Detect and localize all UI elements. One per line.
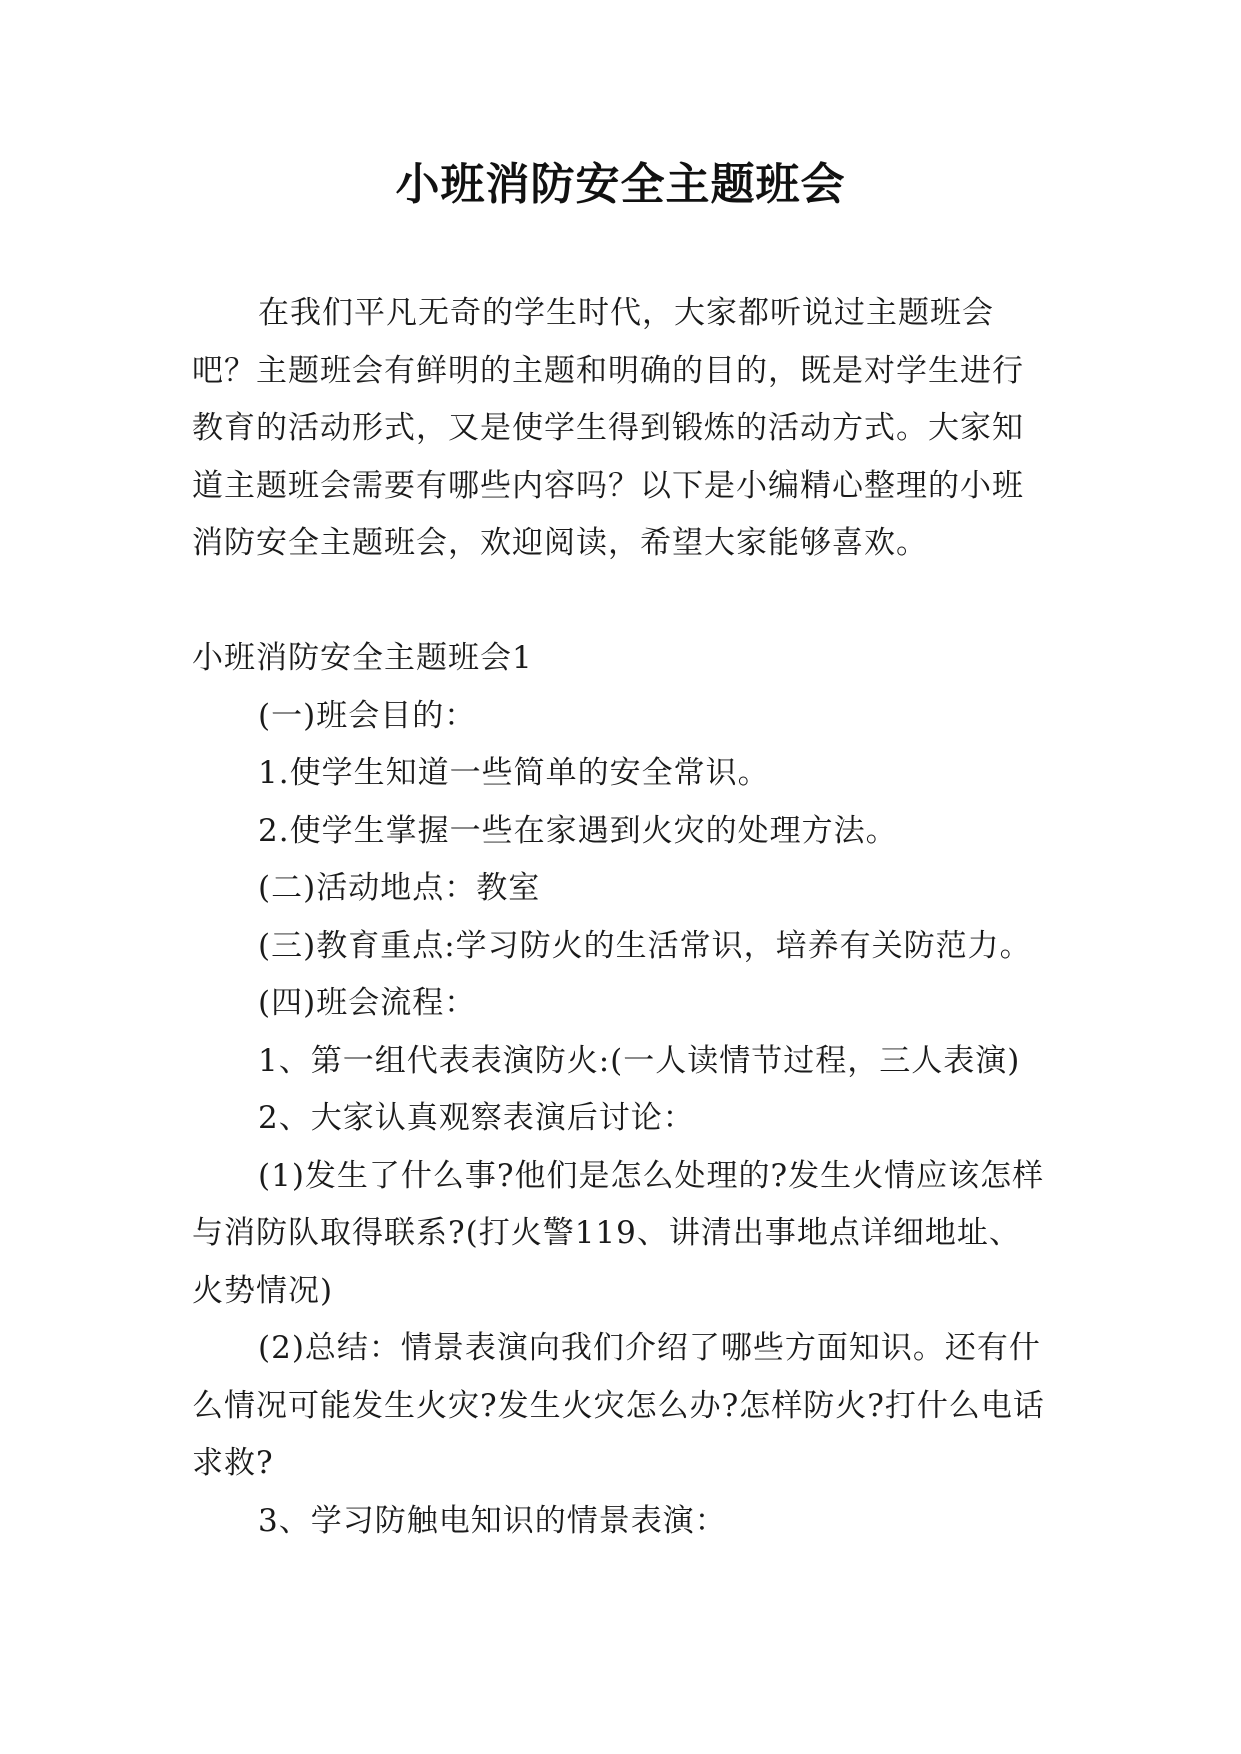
body-paragraph: 1.使学生知道一些简单的安全常识。 xyxy=(258,755,770,791)
intro-paragraph: 在我们平凡无奇的学生时代，大家都听说过主题班会吧？主题班会有鲜明的主题和明确的目的，既是对学生进行教育的活动形式，又是使学生得到锻炼的活动方式。大家知道主题班会需要有哪些内容吗？以下是小编精心整理的小班消防安全主题班会，欢迎阅读，希望大家能够喜欢。 xyxy=(192,295,1024,561)
body-paragraph: (四)班会流程： xyxy=(258,985,477,1021)
body-paragraph: 1、第一组代表表演防火:(一人读情节过程，三人表演) xyxy=(258,1042,1021,1079)
body-paragraph: (三)教育重点:学习防火的生活常识，培养有关防范力。 xyxy=(258,927,1032,964)
body-paragraph: 3、学习防触电知识的情景表演： xyxy=(258,1502,727,1539)
document-title: 小班消防安全主题班会 xyxy=(395,159,846,210)
body-paragraph: 2.使学生掌握一些在家遇到火灾的处理方法。 xyxy=(258,812,898,849)
document-body xyxy=(192,285,1052,1550)
body-paragraph: (1)发生了什么事?他们是怎么处理的?发生火情应该怎样与消防队取得联系?(打火警119、讲清出事地点详细地址、火势情况) xyxy=(192,1157,1045,1309)
body-paragraph: 2、大家认真观察表演后讨论： xyxy=(258,1100,695,1136)
body-paragraph: (2)总结：情景表演向我们介绍了哪些方面知识。还有什么情况可能发生火灾?发生火灾怎么办?怎样防火?打什么电话求救? xyxy=(192,1330,1045,1481)
body-paragraph: (一)班会目的： xyxy=(258,697,477,734)
section-heading: 小班消防安全主题班会1 xyxy=(192,640,533,676)
body-paragraph: (二)活动地点：教室 xyxy=(258,870,541,906)
